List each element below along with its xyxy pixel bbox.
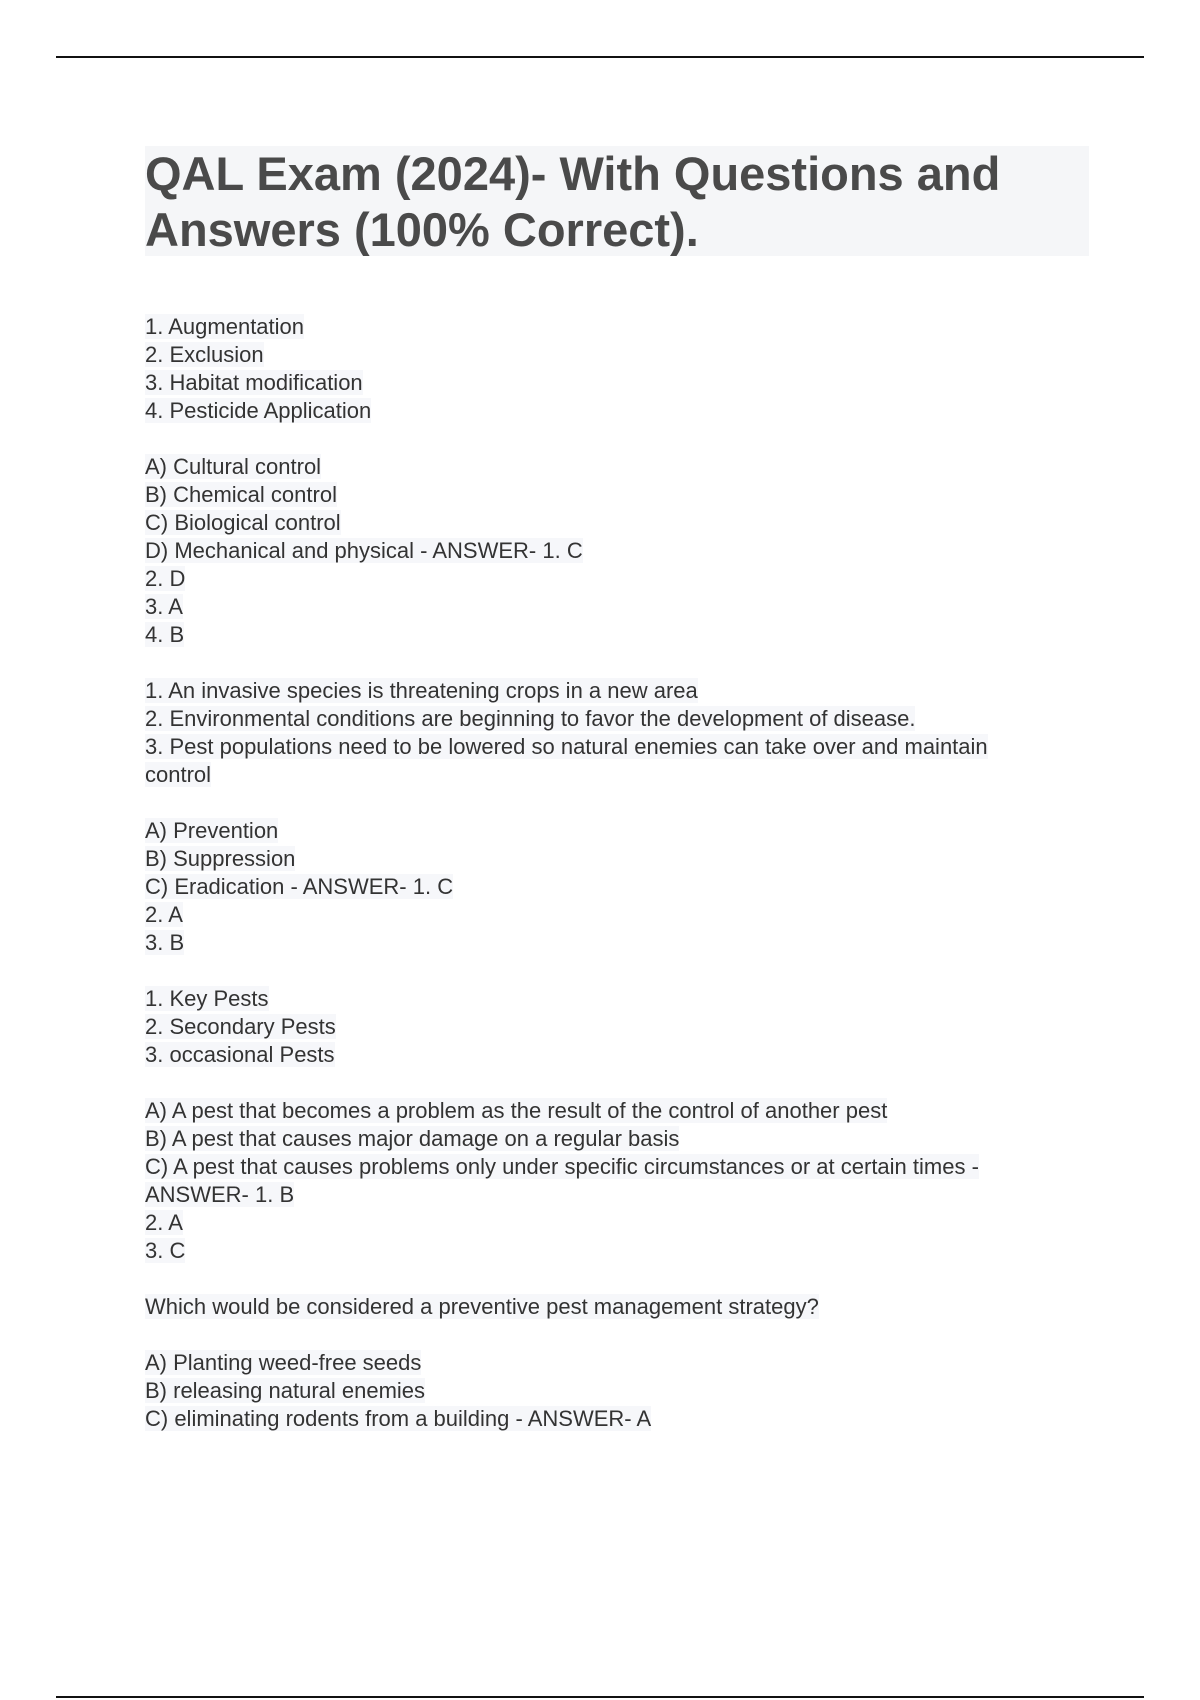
text-line-content: 2. Exclusion	[145, 342, 264, 367]
text-line	[145, 985, 1095, 1013]
text-line	[145, 1349, 1095, 1377]
qa-block	[145, 313, 1095, 425]
text-line-content: B) Chemical control	[145, 482, 337, 507]
document-body	[145, 313, 1095, 1461]
top-rule	[56, 56, 1144, 58]
text-line-content: 3. C	[145, 1238, 186, 1263]
text-line-content: 2. A	[145, 902, 183, 927]
qa-block	[145, 817, 1095, 957]
text-line	[145, 593, 1095, 621]
text-line-content: C) A pest that causes problems only under specific circumstances or at certain times -	[145, 1154, 979, 1179]
text-line-content: 3. Habitat modification	[145, 370, 363, 395]
page-title-line-2: Answers (100% Correct).	[145, 203, 699, 256]
text-line	[145, 677, 1095, 705]
text-line-content: A) A pest that becomes a problem as the result of the control of another pest	[145, 1098, 888, 1123]
text-line	[145, 369, 1095, 397]
qa-block	[145, 453, 1095, 649]
text-line	[145, 901, 1095, 929]
text-line	[145, 1181, 1095, 1209]
bottom-rule	[56, 1696, 1144, 1698]
text-line	[145, 873, 1095, 901]
text-line	[145, 845, 1095, 873]
text-line	[145, 733, 1095, 761]
text-line	[145, 705, 1095, 733]
text-line	[145, 1209, 1095, 1237]
text-line-content: 2. Secondary Pests	[145, 1014, 336, 1039]
text-line	[145, 509, 1095, 537]
text-line	[145, 1377, 1095, 1405]
text-line	[145, 1293, 1095, 1321]
text-line-content: 2. A	[145, 1210, 183, 1235]
qa-block	[145, 1097, 1095, 1265]
text-line-content: 2. Environmental conditions are beginning to favor the development of disease.	[145, 706, 916, 731]
page-title-line-1: QAL Exam (2024)- With Questions and	[145, 147, 1001, 200]
text-line-content: A) Planting weed-free seeds	[145, 1350, 422, 1375]
text-line	[145, 1013, 1095, 1041]
text-line	[145, 1097, 1095, 1125]
text-line	[145, 565, 1095, 593]
text-line-content: B) releasing natural enemies	[145, 1378, 426, 1403]
text-line-content: 1. An invasive species is threatening crops in a new area	[145, 678, 698, 703]
text-line	[145, 761, 1095, 789]
text-line	[145, 1237, 1095, 1265]
qa-block	[145, 1293, 1095, 1321]
qa-block	[145, 1349, 1095, 1433]
text-line-content: 3. B	[145, 930, 185, 955]
text-line-content: control	[145, 762, 212, 787]
text-line-content: 3. A	[145, 594, 183, 619]
text-line	[145, 1153, 1095, 1181]
text-line-content: B) Suppression	[145, 846, 296, 871]
text-line	[145, 313, 1095, 341]
page-title	[145, 146, 1089, 258]
text-line	[145, 621, 1095, 649]
qa-block	[145, 677, 1095, 789]
text-line-content: 4. Pesticide Application	[145, 398, 372, 423]
text-line-content: 2. D	[145, 566, 186, 591]
text-line-content: 1. Key Pests	[145, 986, 269, 1011]
text-line-content: ANSWER- 1. B	[145, 1182, 295, 1207]
text-line	[145, 341, 1095, 369]
text-line-content: A) Prevention	[145, 818, 279, 843]
text-line	[145, 397, 1095, 425]
qa-block	[145, 985, 1095, 1069]
text-line-content: Which would be considered a preventive pest management strategy?	[145, 1294, 819, 1319]
text-line	[145, 817, 1095, 845]
text-line-content: D) Mechanical and physical - ANSWER- 1. C	[145, 538, 583, 563]
text-line-content: A) Cultural control	[145, 454, 322, 479]
text-line-content: C) Eradication - ANSWER- 1. C	[145, 874, 454, 899]
text-line	[145, 1405, 1095, 1433]
text-line	[145, 481, 1095, 509]
text-line	[145, 453, 1095, 481]
text-line	[145, 1041, 1095, 1069]
text-line-content: C) Biological control	[145, 510, 341, 535]
text-line-content: 4. B	[145, 622, 185, 647]
text-line-content: 1. Augmentation	[145, 314, 305, 339]
title-banner	[145, 146, 1089, 256]
text-line-content: C) eliminating rodents from a building - ANSWER- A	[145, 1406, 652, 1431]
text-line-content: B) A pest that causes major damage on a regular basis	[145, 1126, 680, 1151]
text-line	[145, 1125, 1095, 1153]
text-line	[145, 537, 1095, 565]
text-line	[145, 929, 1095, 957]
text-line-content: 3. occasional Pests	[145, 1042, 335, 1067]
text-line-content: 3. Pest populations need to be lowered so natural enemies can take over and maintain	[145, 734, 988, 759]
